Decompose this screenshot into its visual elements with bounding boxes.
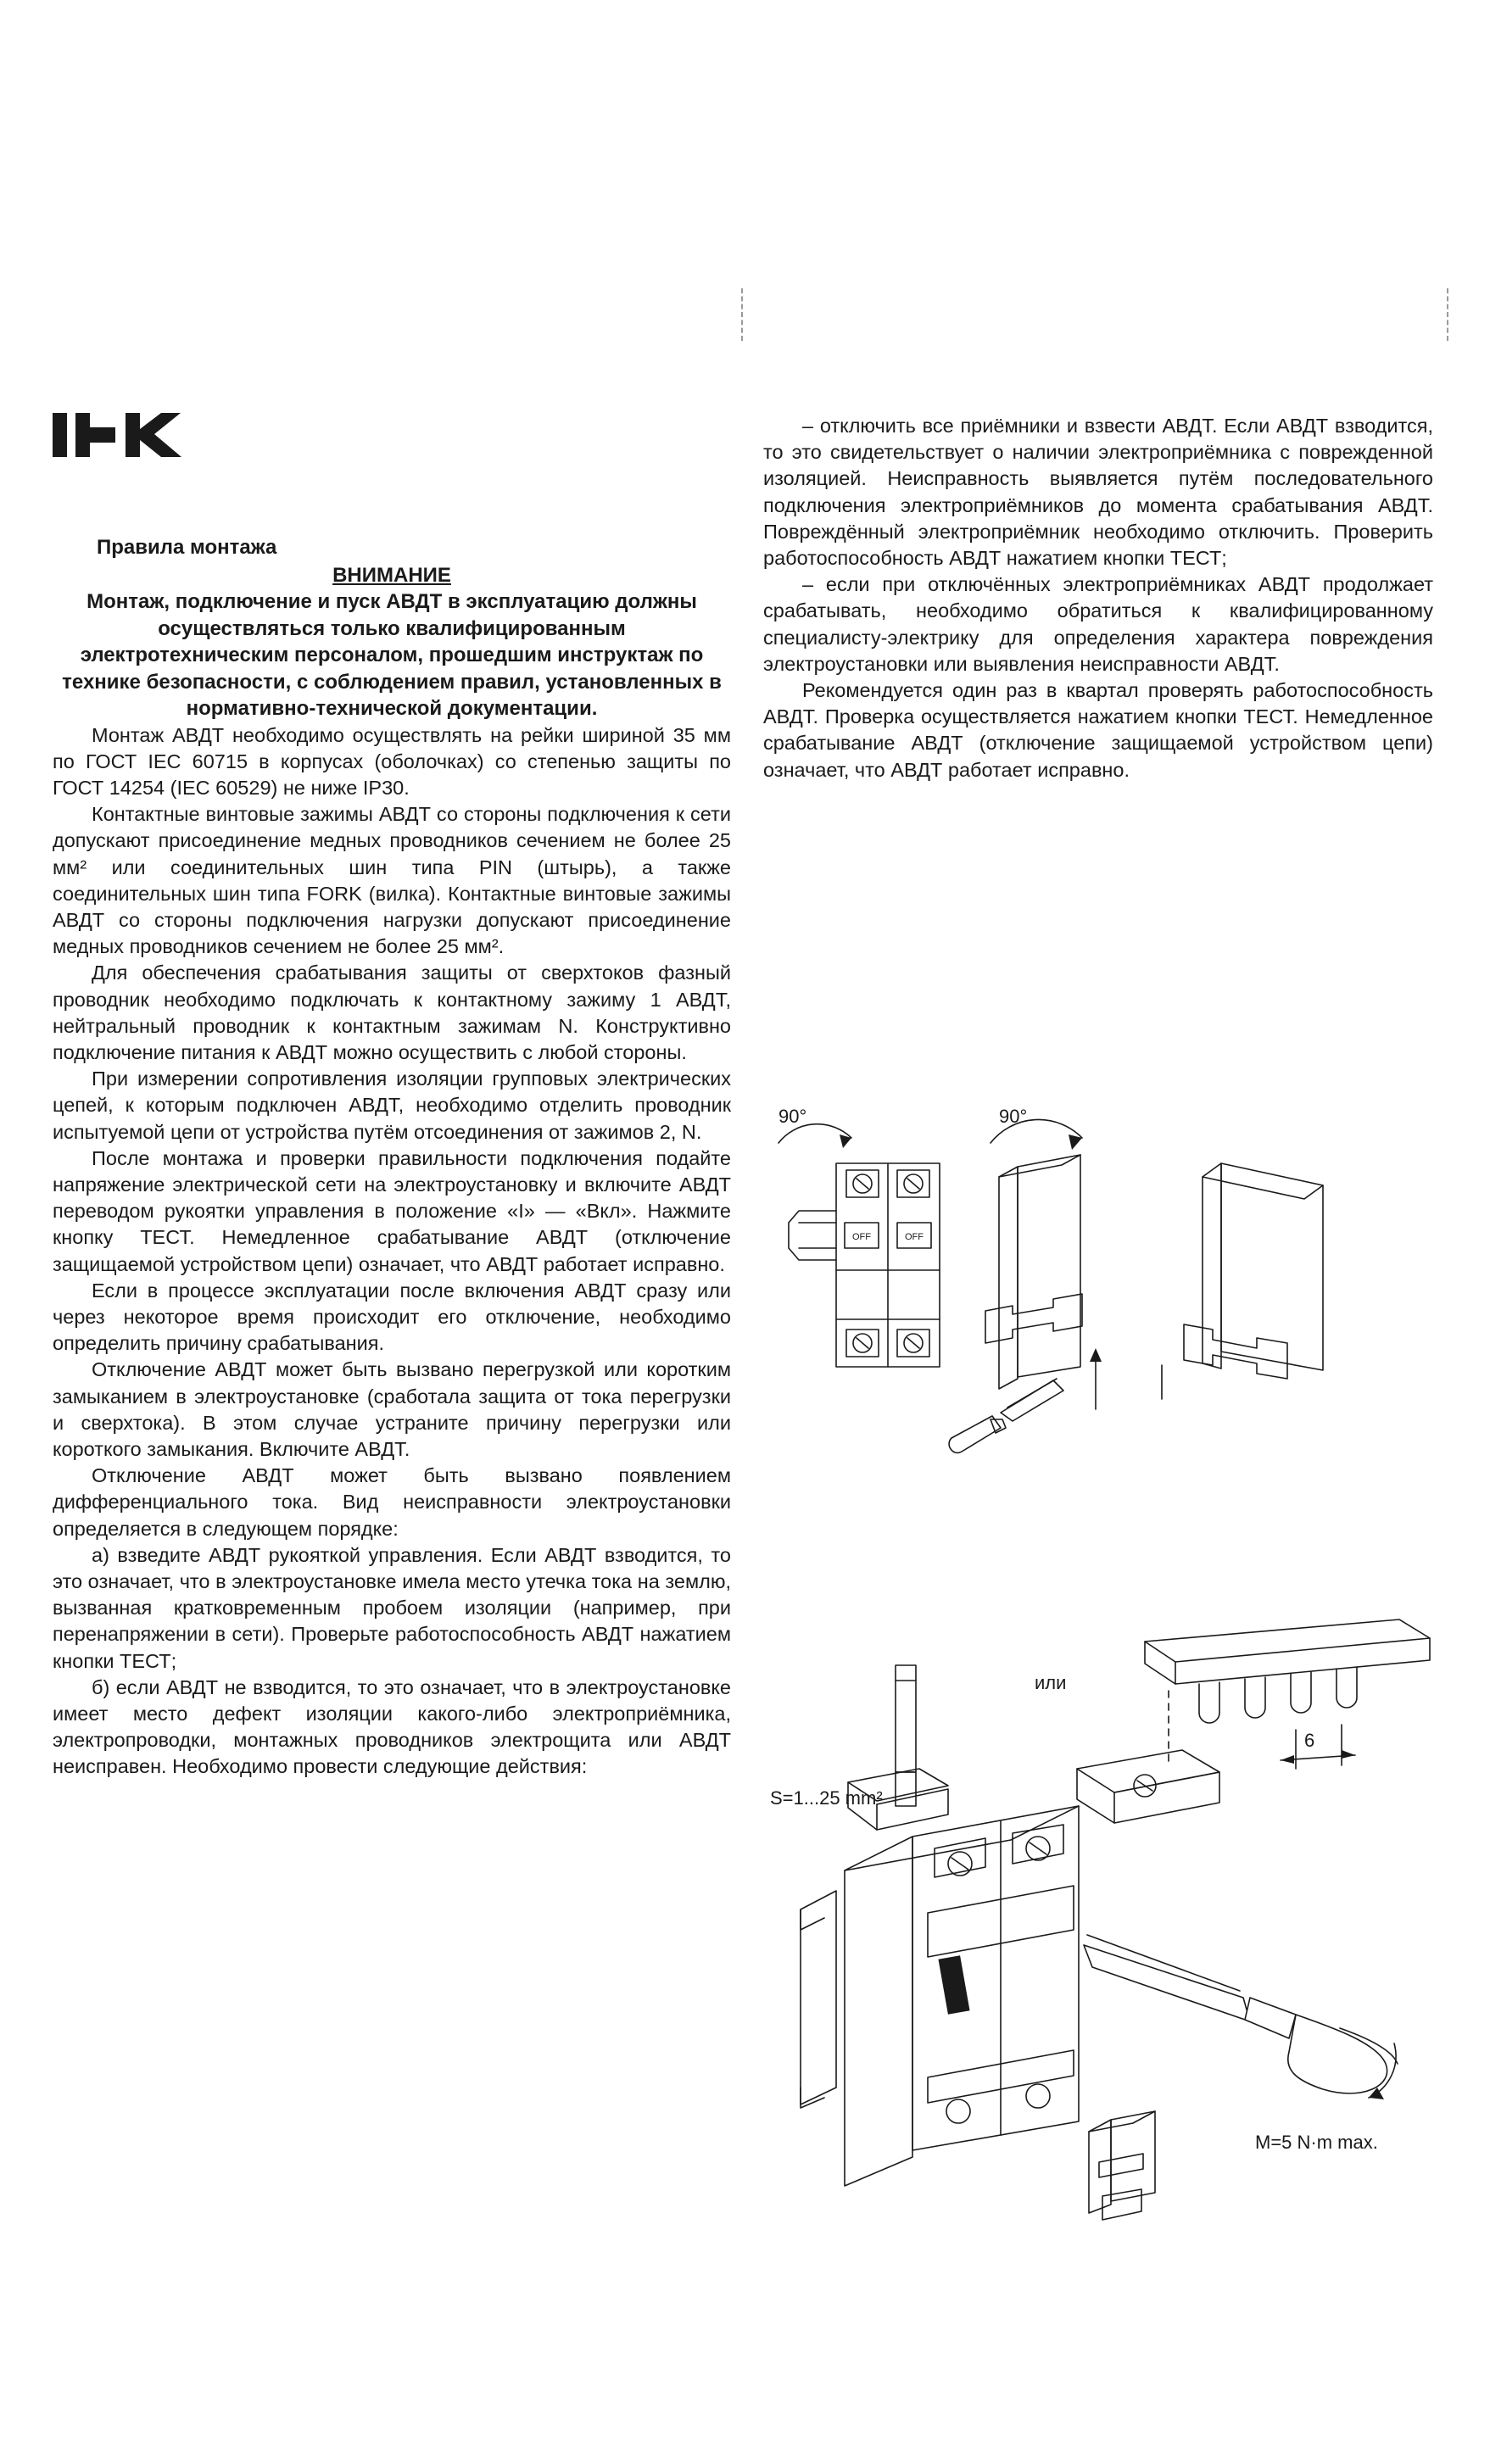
left-text-column	[53, 534, 731, 1781]
paragraph: Для обеспечения срабатывания защиты от сверхтоков фазный проводник необходимо подключать к контактному зажиму 1 АВДТ, нейтральный проводник к контактным зажимам N. Конструктивно подключение питания к АВДТ можно осуществить с любой стороны.	[53, 962, 731, 1063]
iek-logo	[53, 413, 188, 469]
paragraph: – если при отключённых электроприёмниках АВДТ продолжает срабатывать, необходимо обратиться к квалифицированному специалисту-электрику для определения характера повреждения электроустановки или выявления неисправности АВДТ.	[763, 573, 1433, 675]
torque-label: M=5 N·m max.	[1255, 2132, 1378, 2153]
paragraph: – отключить все приёмники и взвести АВДТ. Если АВДТ взводится, то это свидетельствует о наличии электроприёмника с поврежденной изоляцией. Неисправность выявляется путём последовательного подключения электроприёмников до момента срабатывания АВДТ. Повреждённый электроприёмник необходимо отключить. Проверить работоспособность АВДТ нажатием кнопки ТЕСТ;	[763, 415, 1433, 570]
paragraph: При измерении сопротивления изоляции групповых электрических цепей, к которым подключен АВДТ, необходимо отделить проводник испытуемой цепи от устройства путём отсоединения от зажимов 2, N.	[53, 1068, 731, 1143]
right-text-column	[763, 413, 1433, 783]
pitch-label: 6	[1304, 1730, 1315, 1751]
figure-wiring-and-busbar	[746, 1603, 1459, 2230]
paragraph: а) взведите АВДТ рукояткой управления. Если АВДТ взводится, то это означает, что в электроустановке имела место утечка тока на землю, вызванная кратковременным пробоем изоляции (например, при перенапряжении в сети). Проверьте работоспособность АВДТ нажатием кнопки ТЕСТ;	[53, 1543, 731, 1672]
paragraph: б) если АВДТ не взводится, то это означает, что в электроустановке имеет место дефект изоляции какого-либо электроприёмника, электропроводки, монтажных проводников электрощита или АВДТ неисправен. Необходимо провести следующие действия:	[53, 1675, 731, 1778]
angle-label-left: 90°	[778, 1106, 807, 1127]
or-label: или	[1035, 1672, 1067, 1693]
section-title: Правила монтажа	[97, 536, 277, 559]
paragraph: Контактные винтовые зажимы АВДТ со стороны подключения к сети допускают присоединение медных проводников сечением не более 25 мм² или соединительных шин типа PIN (штырь), а также соединительных шин типа FORK (вилка). Контактные винтовые зажимы АВДТ со стороны подключения нагрузки допускают присоединение медных проводников сечением не более 25 мм².	[53, 803, 731, 958]
svg-text:OFF: OFF	[905, 1232, 924, 1242]
warning-body: Монтаж, подключение и пуск АВДТ в эксплуатацию должны осуществляться только квалифицированным электротехническим персоналом, прошедшим инструктаж по технике безопасности, с соблюдением правил, установленных в нормативно-технической документации.	[62, 590, 722, 720]
paragraph: Монтаж АВДТ необходимо осуществлять на рейки шириной 35 мм по ГОСТ IEC 60715 в корпусах (оболочках) со степенью защиты по ГОСТ 14254 (IEC 60529) не ниже IP30.	[53, 723, 731, 799]
paragraph: Отключение АВДТ может быть вызвано перегрузкой или коротким замыканием в электроустановке (сработала защита от тока перегрузки и сверхтока). В этом случае устраните причину перегрузки или короткого замыкания. Включите АВДТ.	[53, 1358, 731, 1460]
crop-mark-center	[741, 288, 743, 341]
paragraph: После монтажа и проверки правильности подключения подайте напряжение электрической сети на электроустановку и включите АВДТ переводом рукоятки управления в положение «I» — «Вкл». Нажмите кнопку ТЕСТ. Немедленное срабатывание АВДТ (отключение защищаемой устройством цепи) означает, что АВДТ работает исправно.	[53, 1146, 731, 1275]
figure-din-rail-mounting	[763, 1106, 1450, 1586]
paragraph: Отключение АВДТ может быть вызвано появлением дифференциального тока. Вид неисправности электроустановки определяется в следующем порядке:	[53, 1464, 731, 1540]
paragraph: Если в процессе эксплуатации после включения АВДТ сразу или через некоторое время происходит его отключение, необходимо определить причину срабатывания.	[53, 1279, 731, 1355]
crop-mark-right	[1447, 288, 1448, 341]
svg-text:OFF: OFF	[852, 1232, 871, 1242]
paragraph: Рекомендуется один раз в квартал проверять работоспособность АВДТ. Проверка осуществляется нажатием кнопки ТЕСТ. Немедленное срабатывание АВДТ (отключение защищаемой устройством цепи) означает, что АВДТ работает исправно.	[763, 679, 1433, 781]
warning-heading: ВНИМАНИЕ	[332, 564, 451, 587]
angle-label-right: 90°	[999, 1106, 1028, 1127]
section-label: S=1...25 mm²	[770, 1787, 883, 1809]
